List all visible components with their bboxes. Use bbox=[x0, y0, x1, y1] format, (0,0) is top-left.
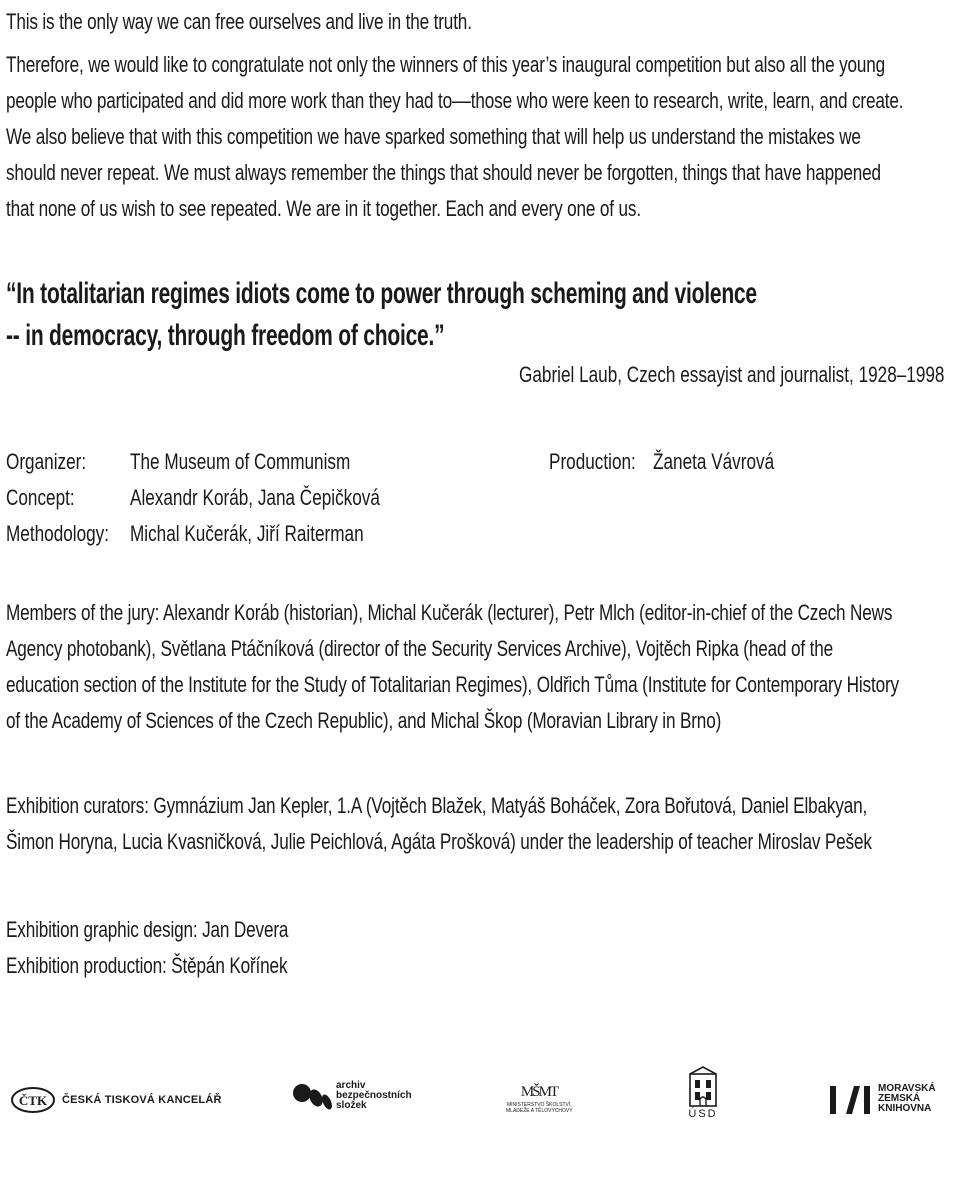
production-value: Žaneta Vávrová bbox=[653, 449, 775, 474]
quote bbox=[6, 273, 956, 357]
graphic-design-credit: Exhibition graphic design: Jan Devera bbox=[6, 917, 289, 942]
ctk-emblem-icon bbox=[10, 1086, 56, 1114]
msmt-emblem-icon bbox=[519, 1076, 559, 1102]
exhibition-design bbox=[6, 912, 368, 984]
usd-name: ÚSD bbox=[688, 1108, 718, 1120]
quote-attribution: Gabriel Laub, Czech essayist and journalist, 1928–1998 bbox=[518, 362, 944, 387]
jury-members: Members of the jury: Alexandr Koráb (historian), Michal Kučerák (lecturer), Petr Mlch (editor-in-chief of the Czech News Agency photobank), Světlana Ptáčníková (director of the Security Services Archive), Vojtěch Ripka (head of the education section of the Institute for the Study of Totalitarian Regimes), Oldřich Tůma (Institute for Contemporary History of the Academy of Sciences of the Czech Republic), and Michal Škop (Moravian Library in Brno) bbox=[6, 600, 899, 733]
mzk-emblem-icon bbox=[828, 1082, 872, 1116]
quote-line-2: -- in democracy, through freedom of choice.” bbox=[6, 319, 445, 352]
quote-line-1: “In totalitarian regimes idiots come to power through scheming and violence bbox=[6, 277, 757, 310]
usd-building-icon bbox=[686, 1066, 720, 1108]
abs-name: archiv bezpečnostních složek bbox=[336, 1080, 412, 1111]
partner-logos bbox=[6, 1060, 956, 1140]
intro-paragraph: Therefore, we would like to congratulate not only the winners of this year’s inaugural competition but also all the young people who participated and did more work than they had to––those who were keen to research, write, learn, and create. We also believe that with this competition we have sparked something that will help us understand the mistakes we should never repeat. We must always remember the things that should never be forgotten, things that have happened that none of us wish to see repeated. We are in it together. Each and every one of us. bbox=[6, 52, 904, 221]
exhibition-curators: Exhibition curators: Gymnázium Jan Kepler, 1.A (Vojtěch Blažek, Matyáš Boháček, Zora Bořutová, Daniel Elbakyan, Šimon Horyna, Lucia Kvasničková, Julie Peichlová, Agáta Prošková) under the leadership of teacher Miroslav Pešek bbox=[6, 793, 872, 854]
svg-text:ČTK: ČTK bbox=[18, 1093, 48, 1108]
ctk-name: ČESKÁ TISKOVÁ KANCELÁŘ bbox=[62, 1094, 222, 1106]
production-label: Production: bbox=[549, 449, 636, 474]
methodology-value: Michal Kučerák, Jiří Raiterman bbox=[130, 521, 364, 546]
msmt-name: MINISTERSTVO ŠKOLSTVÍ, MLÁDEŽE A TĚLOVÝCHOVY bbox=[506, 1102, 573, 1114]
msmt-logo bbox=[506, 1076, 573, 1114]
mzk-name: MORAVSKÁ ZEMSKÁ KNIHOVNA bbox=[878, 1083, 936, 1114]
abs-emblem-icon bbox=[292, 1080, 334, 1112]
usd-logo bbox=[686, 1066, 720, 1120]
concept-label: Concept: bbox=[6, 485, 75, 510]
methodology-label: Methodology: bbox=[6, 521, 110, 546]
intro-line: This is the only way we can free ourselves and live in the truth. bbox=[6, 9, 472, 34]
abs-logo bbox=[292, 1080, 412, 1112]
organizer-value: The Museum of Communism bbox=[130, 449, 351, 474]
ctk-logo bbox=[10, 1086, 222, 1114]
svg-text:MŠMT: MŠMT bbox=[521, 1084, 558, 1100]
concept-value: Alexandr Koráb, Jana Čepičková bbox=[130, 485, 380, 510]
organizer-label: Organizer: bbox=[6, 449, 87, 474]
production-credit: Exhibition production: Štěpán Kořínek bbox=[6, 953, 288, 978]
mzk-logo bbox=[828, 1082, 936, 1116]
credits bbox=[6, 447, 956, 557]
